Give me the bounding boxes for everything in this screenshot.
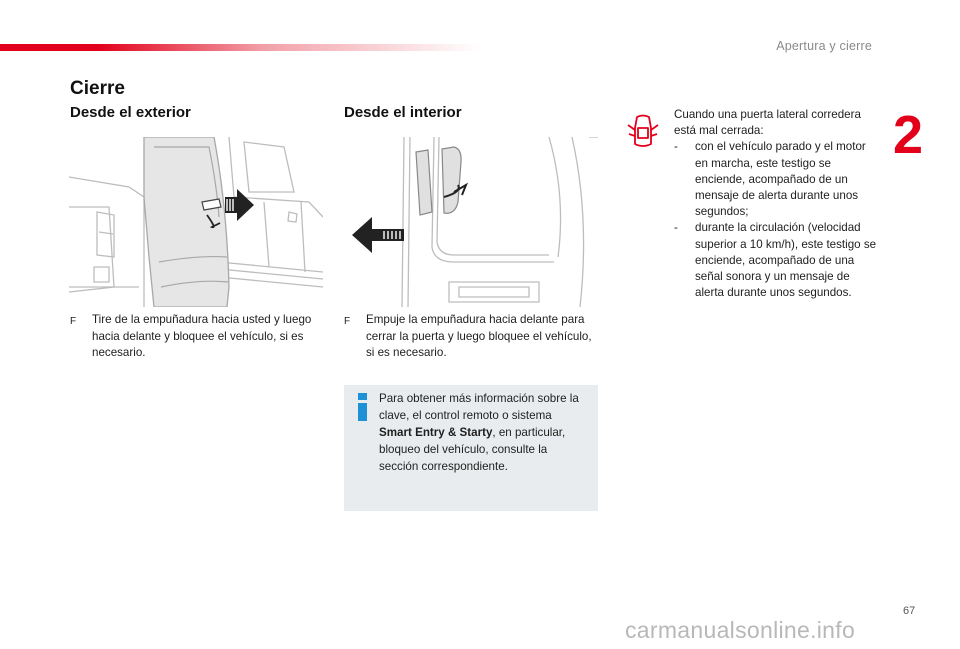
- warning-intro: Cuando una puerta lateral corredera está mal cerrada:: [674, 108, 861, 138]
- info-icon: [355, 392, 371, 422]
- van-exterior-drawing: [69, 137, 323, 307]
- info-text: [379, 390, 584, 475]
- exterior-instruction: [70, 312, 328, 362]
- list-dash: -: [674, 140, 678, 154]
- warning-item-text: con el vehículo parado y el motor en marcha, este testigo se enciende, acompañado de un mensaje de alerta durante unos segundos;: [695, 140, 866, 219]
- chapter-number: 2: [893, 105, 924, 165]
- info-text-after: , en particular, bloqueo del vehículo, consulte la sección correspondiente.: [379, 426, 566, 473]
- interior-instruction: [344, 312, 600, 362]
- interior-instruction-text: Empuje la empuñadura hacia delante para cerrar la puerta y luego bloquee el vehículo, si es necesario.: [366, 313, 592, 359]
- warning-item-text: durante la circulación (velocidad superior a 10 km/h), este testigo se enciende, acompañado de una señal sonora y un mensaje de alerta durante unos segundos.: [695, 221, 877, 300]
- page-title: Cierre: [70, 78, 125, 99]
- exterior-door-illustration: [69, 137, 323, 307]
- warning-list-item: [674, 139, 879, 220]
- interior-door-illustration: [344, 137, 598, 307]
- info-text-before: Para obtener más información sobre la clave, el control remoto o sistema: [379, 392, 579, 422]
- warning-text: [674, 107, 879, 301]
- warning-list: [674, 139, 879, 301]
- list-dash: -: [674, 221, 678, 235]
- page-number: 67: [903, 605, 916, 617]
- van-interior-drawing: [344, 137, 598, 307]
- exterior-instruction-text: Tire de la empuñadura hacia usted y luego hacia delante y bloquee el vehículo, si es necesario.: [92, 313, 312, 359]
- header-accent-bar: [0, 44, 480, 51]
- bullet-pointer-icon: F: [344, 316, 351, 327]
- watermark: carmanualsonline.info: [625, 617, 856, 643]
- info-text-bold: Smart Entry & Starty: [379, 426, 493, 439]
- exterior-heading: Desde el exterior: [70, 104, 191, 121]
- door-open-warning-icon: [627, 114, 659, 150]
- section-name: Apertura y cierre: [776, 39, 872, 53]
- warning-list-item: [674, 220, 879, 301]
- bullet-pointer-icon: F: [70, 316, 77, 327]
- interior-heading: Desde el interior: [344, 104, 462, 121]
